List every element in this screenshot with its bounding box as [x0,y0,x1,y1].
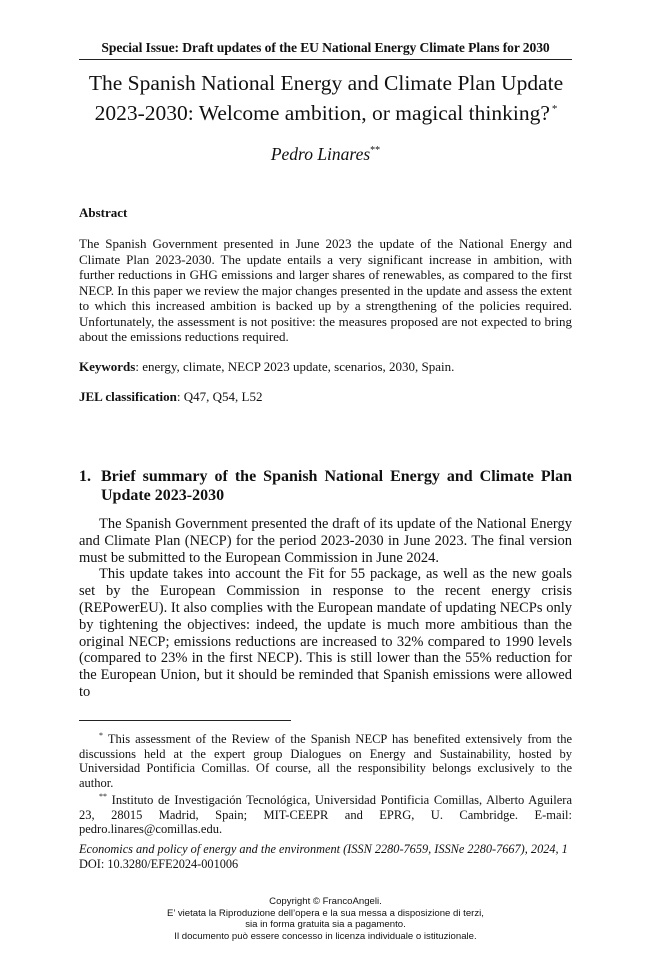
copyright-line: E’ vietata la Riproduzione dell’opera e la sua messa a disposizione di terzi, [167,907,484,919]
copyright-line: Il documento può essere concesso in licenza individuale o istituzionale. [174,930,477,942]
title-footnote-mark: * [551,103,558,115]
abstract-text: The Spanish Government presented in June 2023 the update of the National Energy and Climate Plan 2023-2030. The update entails a very significant increase in ambition, with further reductions in GHG emissions and larger shares of renewables, as compared to the first NECP. In this paper we review the major changes presented in the update and assess the extent to which this increased ambition is backed up by a strengthening of the policies required. Unfortunately, the assessment is not positive: the measures proposed are not expected to bring about the emissions reductions required. [79,236,572,344]
footnote-mark: ** [99,792,107,802]
journal-citation: Economics and policy of energy and the environment (ISSN 2280-7659, ISSNe 2280-7667), 2024, 1 [79,842,568,856]
body-paragraph: This update takes into account the Fit for 55 package, as well as the new goals set by the European Commission in response to the recent energy crisis (REPowerEU). It also complies with the European mandate of updating NECPs only by tightening the objectives: indeed, the update is much more ambitious than the original NECP; emissions reductions are increased to 32% compared to 1990 levels (compared to 23% in the first NECP). This is still lower than the 55% reduction for the European Union, but it should be reminded that Spanish emissions were allowed to [79,566,572,700]
copyright-line: Copyright © FrancoAngeli. [269,896,382,907]
footnote [79,790,572,837]
running-header: Special Issue: Draft updates of the EU National Energy Climate Plans for 2030 [79,40,572,60]
paper-title-text: The Spanish National Energy and Climate Plan Update 2023-2030: Welcome ambition, or magical thinking? [88,71,564,126]
footnote-text: This assessment of the Review of the Spanish NECP has benefited extensively from the discussions held at the expert group Dialogues on Energy and Sustainability, hosted by Universidad Pontificia Comillas. Of course, all the responsibility belongs exclusively to the author. [79,732,572,790]
section-number: 1. [79,468,91,485]
author-footnote-mark: ** [370,145,381,157]
section-body [79,516,572,701]
copyright-line: sia in forma gratuita sia a pagamento. [245,919,406,931]
copyright-notice [79,896,572,942]
jel-label: JEL classification [79,389,177,404]
author-name: Pedro Linares [270,144,371,164]
doi: DOI: 10.3280/EFE2024-001006 [79,856,239,871]
body-paragraph: The Spanish Government presented the draft of its update of the National Energy and Climate Plan (NECP) for the period 2023-2030 in June 2023. The final version must be submitted to the European Commission in June 2024. [79,516,572,566]
keywords-label: Keywords [79,359,136,374]
section-title: Brief summary of the Spanish National Energy and Climate Plan Update 2023-2030 [101,468,572,504]
footnote-text: Instituto de Investigación Tecnológica, Universidad Pontificia Comillas, Alberto Aguilera 23, 28015 Madrid, Spain; MIT-CEEPR and EPRG, U. Cambridge. E-mail: pedro.linares@comillas.edu. [79,793,572,837]
journal-info [79,842,572,871]
paper-title [70,70,582,126]
author [79,144,572,165]
footnote [79,729,572,790]
keywords [79,359,572,375]
footnote-divider [79,720,291,721]
jel-text: : Q47, Q54, L52 [176,389,263,404]
abstract-heading: Abstract [79,205,128,220]
keywords-text: : energy, climate, NECP 2023 update, scenarios, 2030, Spain. [135,359,455,374]
footnotes [79,729,572,837]
footnote-mark: * [99,731,103,740]
jel-classification [79,389,572,405]
section-heading [79,467,572,505]
